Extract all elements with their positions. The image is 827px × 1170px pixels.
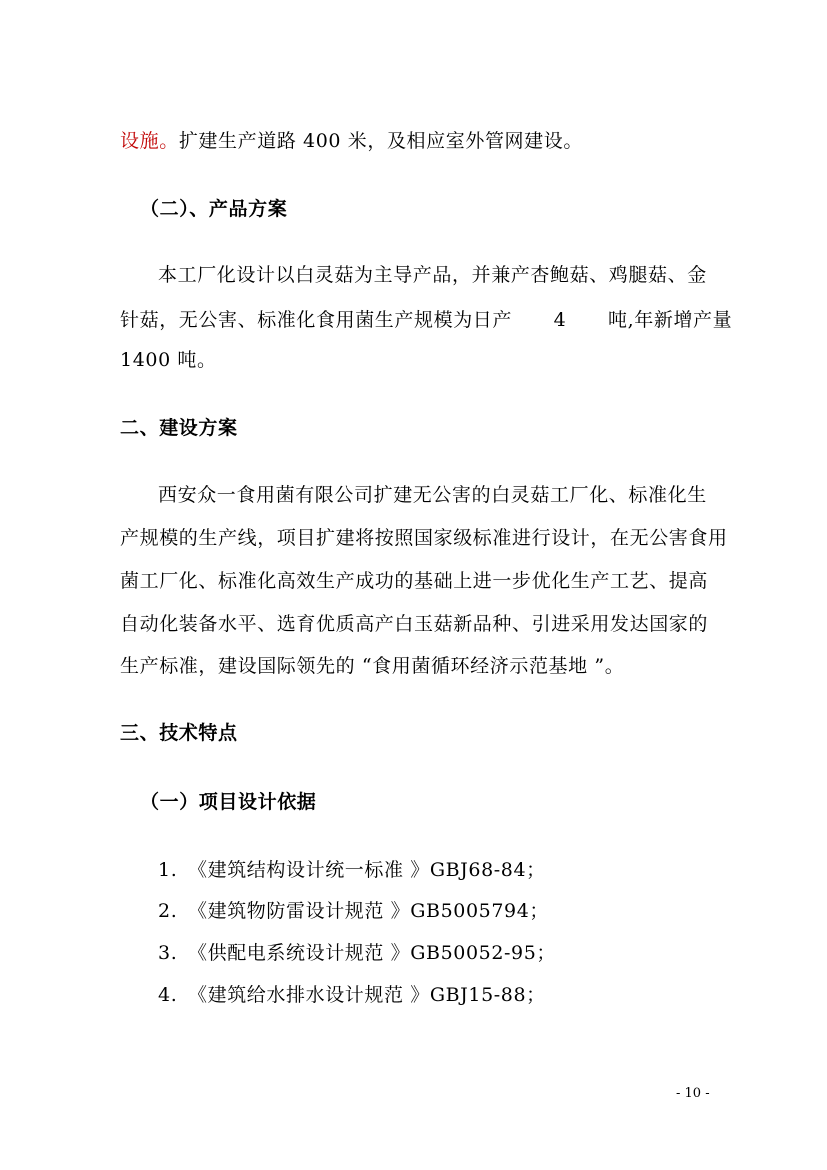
list-item-text: 《建筑结构设计统一标准 》GBJ68-84；: [188, 859, 546, 881]
highlighted-text: 设施。: [120, 130, 179, 152]
paragraph-line: 西安众一食用菌有限公司扩建无公害的白灵菇工厂化、标准化生: [158, 484, 707, 506]
paragraph-line: [120, 307, 732, 333]
daily-output-value: 4: [553, 309, 567, 331]
paragraph-text: 扩建生产道路 400 米，及相应室外管网建设。: [178, 130, 583, 152]
section-heading-construction: 二、建设方案: [120, 417, 238, 439]
list-item: [158, 982, 546, 1008]
paragraph-line: 1400 吨。: [120, 349, 217, 371]
list-item-text: 《建筑物防雷设计规范 》GB5005794；: [188, 900, 549, 922]
paragraph-line: 本工厂化设计以白灵菇为主导产品，并兼产杏鲍菇、鸡腿菇、金: [158, 264, 707, 286]
list-item: [158, 857, 546, 883]
list-item: [158, 898, 549, 924]
paragraph-line: 菌工厂化、标准化高效生产成功的基础上进一步优化生产工艺、提高: [120, 570, 709, 592]
section-heading-product-plan: （二）、产品方案: [140, 198, 288, 220]
paragraph-text: 针菇，无公害、标准化食用菌生产规模为日产: [120, 309, 513, 331]
list-item-number: 1.: [158, 859, 178, 881]
page-number: - 10 -: [676, 1086, 710, 1101]
list-item-number: 2.: [158, 900, 178, 922]
list-item-number: 4.: [158, 984, 178, 1006]
paragraph-line: 生产标准，建设国际领先的 “食用菌循环经济示范基地 ”。: [120, 655, 625, 677]
list-item-text: 《供配电系统设计规范 》GB50052-95；: [188, 942, 557, 964]
paragraph-text: 吨,年新增产量: [608, 309, 733, 331]
list-item-text: 《建筑给水排水设计规范 》GBJ15-88；: [188, 984, 546, 1006]
list-item-number: 3.: [158, 942, 178, 964]
section-heading-design-basis: （一）项目设计依据: [140, 791, 317, 813]
paragraph-line: 产规模的生产线，项目扩建将按照国家级标准进行设计，在无公害食用: [120, 527, 728, 549]
paragraph-facilities: [120, 128, 583, 154]
section-heading-tech: 三、技术特点: [120, 722, 238, 744]
list-item: [158, 940, 556, 966]
paragraph-line: 自动化装备水平、选育优质高产白玉菇新品种、引进采用发达国家的: [120, 613, 709, 635]
